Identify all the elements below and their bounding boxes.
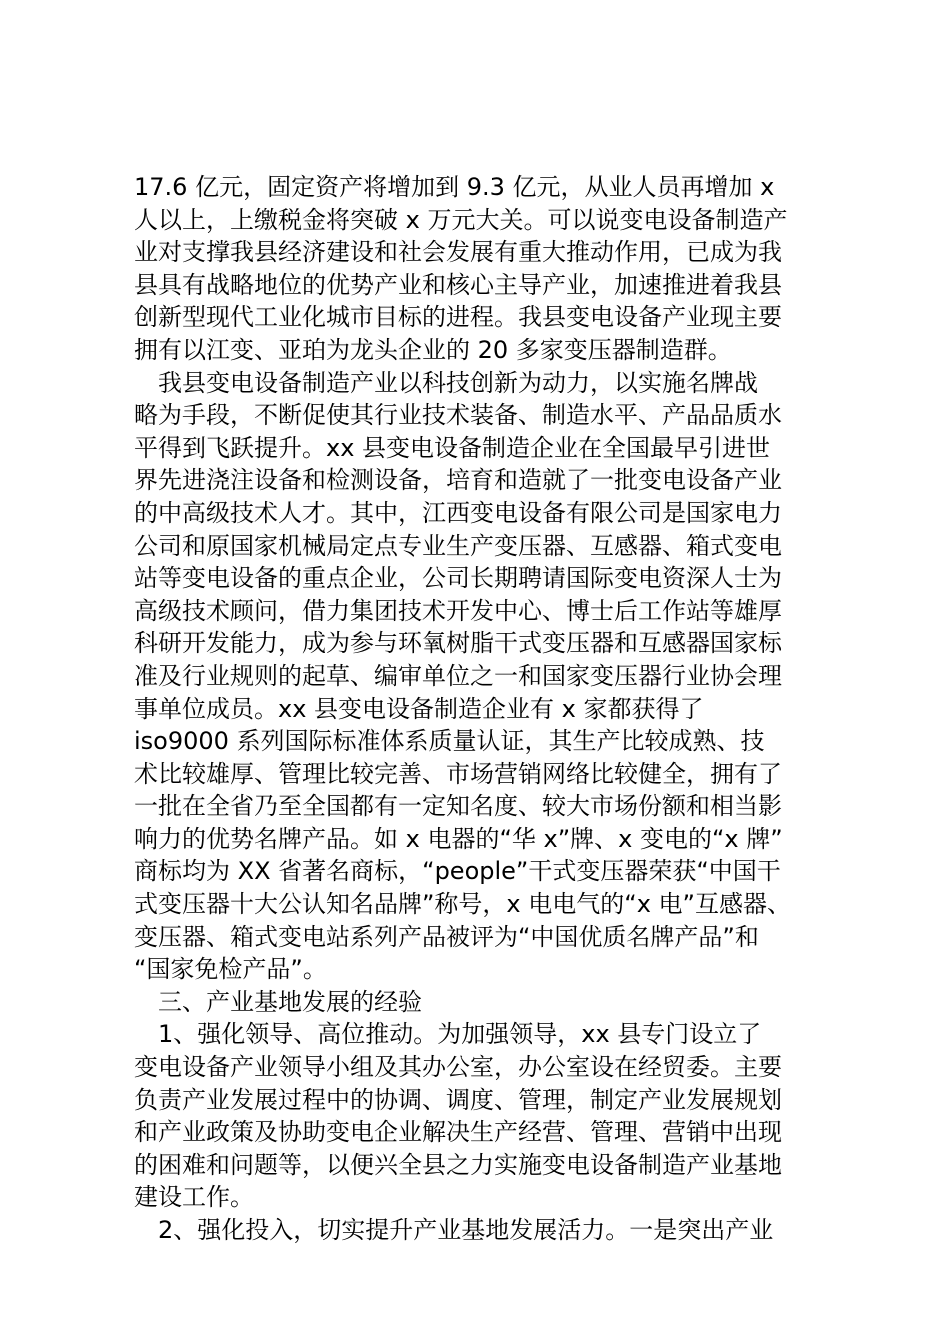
text-line: 界先进浇注设备和检测设备，培育和造就了一批变电设备产业 bbox=[134, 466, 782, 495]
text-line: 拥有以江变、亚珀为龙头企业的 20 多家变压器制造群。 bbox=[134, 335, 732, 364]
text-line: 2、强化投入，切实提升产业基地发展活力。一是突出产业 bbox=[134, 1216, 774, 1244]
text-line: 负责产业发展过程中的协调、调度、管理，制定产业发展规划 bbox=[134, 1085, 782, 1114]
text-line: iso9000 系列国际标准体系质量认证，其生产比较成熟、技 bbox=[134, 727, 765, 756]
text-line: 县具有战略地位的优势产业和核心主导产业，加速推进着我县 bbox=[134, 270, 782, 299]
text-line: 略为手段，不断促使其行业技术装备、制造水平、产品品质水 bbox=[134, 401, 782, 430]
text-line: 商标均为 XX 省著名商标，“people”干式变压器荣获“中国干 bbox=[134, 857, 781, 886]
text-line: 术比较雄厚、管理比较完善、市场营销网络比较健全，拥有了 bbox=[134, 759, 782, 788]
text-line: 我县变电设备制造产业以科技创新为动力，以实施名牌战 bbox=[134, 368, 758, 397]
text-line: 站等变电设备的重点企业，公司长期聘请国际变电资深人士为 bbox=[134, 564, 782, 593]
text-line: 事单位成员。xx 县变电设备制造企业有 x 家都获得了 bbox=[134, 694, 704, 723]
text-line: 建设工作。 bbox=[134, 1183, 254, 1212]
text-line: 准及行业规则的起草、编审单位之一和国家变压器行业协会理 bbox=[134, 661, 782, 690]
document-body bbox=[134, 171, 824, 1247]
text-line: “国家免检产品”。 bbox=[134, 955, 327, 984]
text-line: 平得到飞跃提升。xx 县变电设备制造企业在全国最早引进世 bbox=[134, 433, 771, 462]
text-line: 的困难和问题等，以便兴全县之力实施变电设备制造产业基地 bbox=[134, 1150, 782, 1179]
text-line: 的中高级技术人才。其中，江西变电设备有限公司是国家电力 bbox=[134, 498, 782, 527]
text-line: 1、强化领导、高位推动。为加强领导，xx 县专门设立了 bbox=[134, 1020, 762, 1049]
text-line: 人以上，上缴税金将突破 x 万元大关。可以说变电设备制造产 bbox=[134, 205, 788, 234]
section-heading: 三、产业基地发展的经验 bbox=[134, 987, 422, 1016]
text-line: 科研开发能力，成为参与环氧树脂干式变压器和互感器国家标 bbox=[134, 629, 782, 658]
text-line: 变电设备产业领导小组及其办公室，办公室设在经贸委。主要 bbox=[134, 1053, 782, 1082]
text-line: 响力的优势名牌产品。如 x 电器的“华 x”牌、x 变电的“x 牌” bbox=[134, 824, 783, 853]
text-line: 一批在全省乃至全国都有一定知名度、较大市场份额和相当影 bbox=[134, 792, 782, 821]
text-line: 公司和原国家机械局定点专业生产变压器、互感器、箱式变电 bbox=[134, 531, 782, 560]
text-line: 高级技术顾问，借力集团技术开发中心、博士后工作站等雄厚 bbox=[134, 596, 782, 625]
text-line: 17.6 亿元，固定资产将增加到 9.3 亿元，从业人员再增加 x bbox=[134, 173, 775, 201]
text-line: 式变压器十大公认知名品牌”称号，x 电电气的“x 电”互感器、 bbox=[134, 890, 791, 919]
text-line: 创新型现代工业化城市目标的进程。我县变电设备产业现主要 bbox=[134, 303, 782, 332]
text-line: 业对支撑我县经济建设和社会发展有重大推动作用，已成为我 bbox=[134, 238, 782, 267]
text-line: 和产业政策及协助变电企业解决生产经营、管理、营销中出现 bbox=[134, 1118, 782, 1147]
text-line: 变压器、箱式变电站系列产品被评为“中国优质名牌产品”和 bbox=[134, 922, 759, 951]
